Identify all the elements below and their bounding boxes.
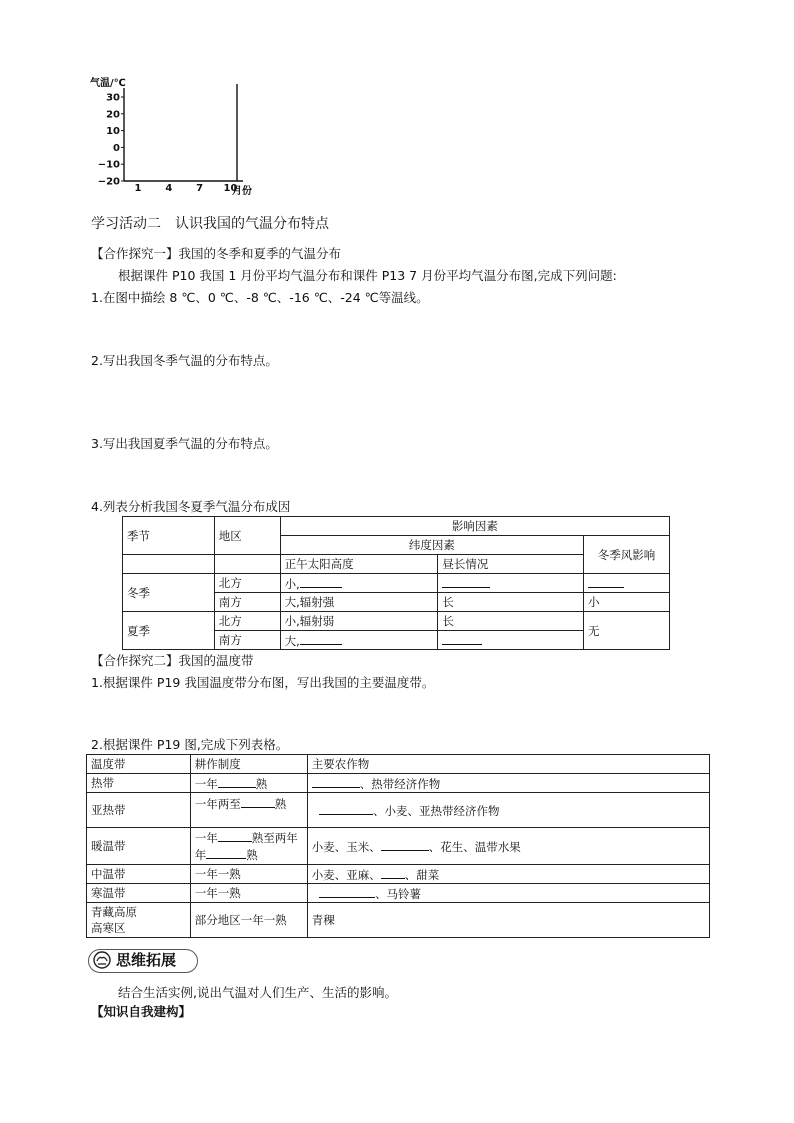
- cell-summer-north-sun: 小,辐射弱: [280, 612, 438, 631]
- cell-winter-north-monsoon: [584, 574, 670, 593]
- answer-blank[interactable]: [312, 775, 360, 788]
- y-tick-label: 20: [106, 109, 120, 121]
- question-1: 1.在图中描绘 8 ℃、0 ℃、-8 ℃、-16 ℃、-24 ℃等温线。: [91, 290, 429, 305]
- system-subtropical: 一年两至 熟: [190, 793, 307, 828]
- cell-summer-north-day: 长: [438, 612, 584, 631]
- system-mid-temperate: 一年一熟: [190, 865, 307, 884]
- zone-subtropical: 亚热带: [87, 793, 191, 828]
- answer-blank[interactable]: [218, 775, 256, 788]
- y-tick-label: −20: [97, 176, 120, 188]
- explore2-question-1: 1.根据课件 P19 我国温度带分布图，写出我国的主要温度带。: [91, 675, 435, 690]
- header-region: 地区: [214, 517, 280, 555]
- header-factors: 影响因素: [280, 517, 669, 536]
- cell-winter-south-monsoon: 小: [584, 593, 670, 612]
- header-system: 耕作制度: [190, 755, 307, 774]
- answer-blank[interactable]: [319, 802, 373, 815]
- y-tick-label: 30: [106, 92, 120, 104]
- system-warm-temperate: 一年 熟至两年 年 熟: [190, 828, 307, 865]
- zone-plateau: 青藏高原 高寒区: [87, 903, 191, 938]
- header-monsoon: 冬季风影响: [584, 536, 670, 574]
- cell-south: 南方: [214, 593, 280, 612]
- cell-summer-south-sun: 大,: [280, 631, 438, 650]
- header-crops: 主要农作物: [307, 755, 709, 774]
- zone-cold-temperate: 寒温带: [87, 884, 191, 903]
- temperature-cause-table: [122, 516, 670, 650]
- cell-winter-north-sun: 小,: [280, 574, 438, 593]
- table-cell: [123, 555, 215, 574]
- answer-blank[interactable]: [442, 632, 482, 645]
- table-cell: [214, 555, 280, 574]
- brain-icon: [92, 951, 112, 969]
- header-season: 季节: [123, 517, 215, 555]
- explore2-title: 【合作探究二】我国的温度带: [91, 653, 254, 668]
- question-3: 3.写出我国夏季气温的分布特点。: [91, 436, 278, 451]
- chart-xlabel: 月份: [232, 186, 252, 197]
- answer-blank[interactable]: [319, 885, 375, 898]
- cell-winter: 冬季: [123, 574, 215, 612]
- x-tick-label: 10: [223, 183, 238, 194]
- crops-mid-temperate: 小麦、亚麻、 、甜菜: [307, 865, 709, 884]
- explore1-intro: 根据课件 P10 我国 1 月份平均气温分布和课件 P13 7 月份平均气温分布图,完成下列问题:: [118, 268, 617, 283]
- y-tick-label: −10: [97, 159, 120, 171]
- system-tropical: 一年 熟: [190, 774, 307, 793]
- answer-blank[interactable]: [206, 846, 246, 859]
- system-cold-temperate: 一年一熟: [190, 884, 307, 903]
- chart-ylabel: 气温/℃: [90, 78, 126, 89]
- thinking-badge-label: 思维拓展: [116, 951, 177, 969]
- cell-summer-monsoon: 无: [584, 612, 670, 650]
- x-tick-label: 1: [134, 183, 142, 194]
- crops-tropical: 、热带经济作物: [307, 774, 709, 793]
- explore1-title: 【合作探究一】我国的冬季和夏季的气温分布: [91, 246, 342, 261]
- thinking-prompt: 结合生活实例,说出气温对人们生产、生活的影响。: [118, 985, 397, 1000]
- answer-blank[interactable]: [381, 866, 405, 879]
- zone-tropical: 热带: [87, 774, 191, 793]
- zone-warm-temperate: 暖温带: [87, 828, 191, 865]
- crops-plateau: 青稞: [307, 903, 709, 938]
- system-plateau: 部分地区一年一熟: [190, 903, 307, 938]
- crops-cold-temperate: 、马铃薯: [307, 884, 709, 903]
- question-4: 4.列表分析我国冬夏季气温分布成因: [91, 499, 291, 514]
- cell-winter-south-sun: 大,辐射强: [280, 593, 438, 612]
- crops-warm-temperate: 小麦、玉米、 、花生、温带水果: [307, 828, 709, 865]
- cell-winter-north-day: [438, 574, 584, 593]
- crops-subtropical: 、小麦、亚热带经济作物: [307, 793, 709, 828]
- temperature-zone-table: [86, 754, 710, 938]
- header-zone: 温度带: [87, 755, 191, 774]
- y-tick-label: 10: [106, 126, 120, 138]
- knowledge-title: 【知识自我建构】: [91, 1004, 192, 1019]
- answer-blank[interactable]: [300, 575, 342, 588]
- x-tick-label: 4: [165, 183, 173, 194]
- answer-blank[interactable]: [300, 632, 342, 645]
- temperature-chart: [84, 74, 274, 198]
- cell-winter-south-day: 长: [438, 593, 584, 612]
- header-latitude: 纬度因素: [280, 536, 583, 555]
- x-tick-label: 7: [196, 183, 204, 194]
- cell-summer-south-day: [438, 631, 584, 650]
- zone-mid-temperate: 中温带: [87, 865, 191, 884]
- answer-blank[interactable]: [381, 838, 429, 851]
- cell-north: 北方: [214, 612, 280, 631]
- question-2: 2.写出我国冬季气温的分布特点。: [91, 353, 278, 368]
- answer-blank[interactable]: [218, 829, 252, 842]
- cell-south: 南方: [214, 631, 280, 650]
- header-sun-height: 正午太阳高度: [280, 555, 438, 574]
- cell-north: 北方: [214, 574, 280, 593]
- y-tick-label: 0: [113, 142, 120, 154]
- answer-blank[interactable]: [241, 795, 275, 808]
- cell-summer: 夏季: [123, 612, 215, 650]
- answer-blank[interactable]: [588, 575, 624, 588]
- explore2-question-2: 2.根据课件 P19 图,完成下列表格。: [91, 737, 289, 752]
- header-day-length: 昼长情况: [438, 555, 584, 574]
- answer-blank[interactable]: [442, 575, 490, 588]
- activity2-title: 学习活动二 认识我国的气温分布特点: [91, 216, 329, 232]
